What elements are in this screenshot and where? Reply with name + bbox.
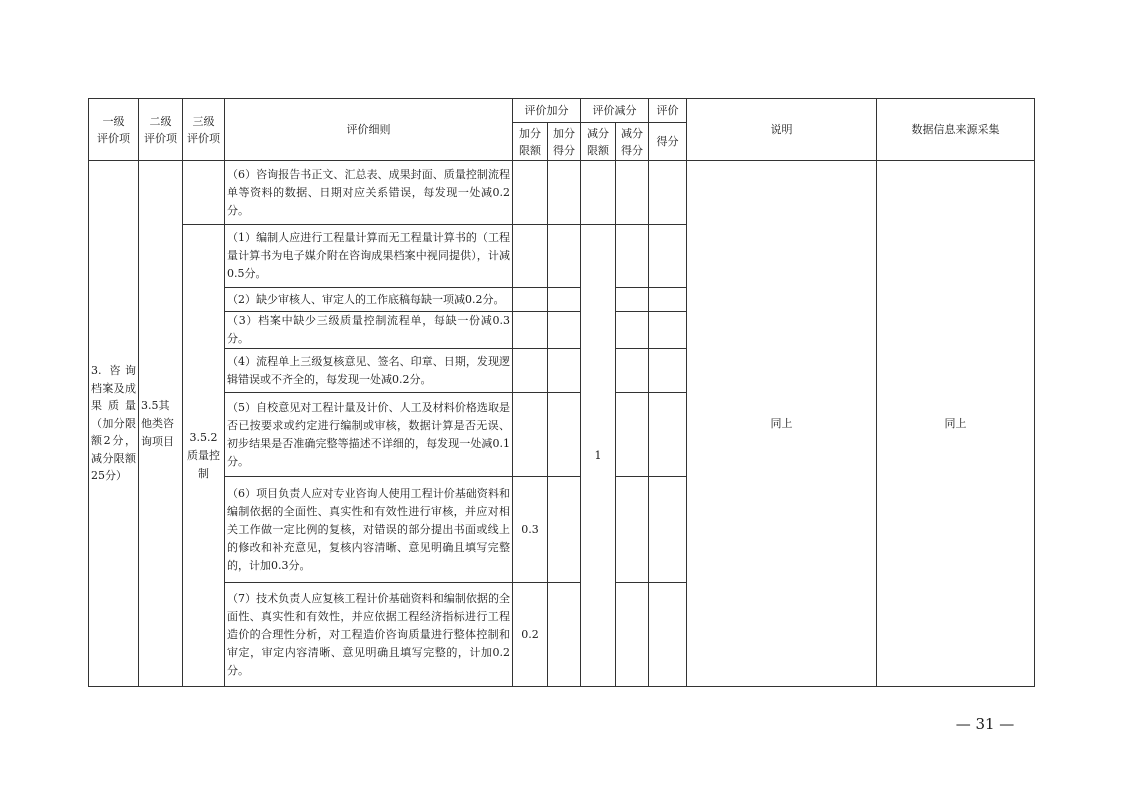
level3-cell: 3.5.2质量控制 xyxy=(183,225,225,687)
detail-cell: （3）档案中缺少三级质量控制流程单，每缺一份减0.3分。 xyxy=(225,312,513,349)
header-level1: 一级 评价项 xyxy=(89,99,139,161)
sub-score-cell xyxy=(616,288,649,312)
header-sub-score: 减分 得分 xyxy=(616,123,649,161)
detail-cell: （6）项目负责人应对专业咨询人使用工程计价基础资料和编制依据的全面性、真实性和有效性进行审核，并应对相关工作做一定比例的复核，对错误的部分提出书面或线上的修改和补充意见，复核内容清晰、意见明确且填写完整的，计加0.3分。 xyxy=(225,477,513,583)
header-sub-limit: 减分 限额 xyxy=(581,123,616,161)
sub-score-cell xyxy=(616,477,649,583)
add-limit-cell xyxy=(513,393,548,477)
level3-cell-empty xyxy=(183,161,225,225)
detail-cell: （6）咨询报告书正文、汇总表、成果封面、质量控制流程单等资料的数据、日期对应关系错误，每发现一处减0.2分。 xyxy=(225,161,513,225)
sub-score-cell xyxy=(616,225,649,288)
sub-score-cell xyxy=(616,349,649,393)
detail-cell: （1）编制人应进行工程量计算而无工程量计算书的（工程量计算书为电子媒介附在咨询成果档案中视同提供），计减0.5分。 xyxy=(225,225,513,288)
header-level3: 三级 评价项 xyxy=(183,99,225,161)
add-score-cell xyxy=(548,161,581,225)
add-limit-cell: 0.2 xyxy=(513,583,548,687)
add-limit-cell xyxy=(513,312,548,349)
source-cell: 同上 xyxy=(877,161,1035,687)
page-number: — 31 — xyxy=(955,715,1015,733)
header-note: 说明 xyxy=(687,99,877,161)
score-cell xyxy=(649,225,687,288)
score-cell xyxy=(649,477,687,583)
score-cell xyxy=(649,288,687,312)
add-score-cell xyxy=(548,393,581,477)
score-cell xyxy=(649,349,687,393)
detail-cell: （7）技术负责人应复核工程计价基础资料和编制依据的全面性、真实性和有效性，并应依据工程经济指标进行工程造价的合理性分析，对工程造价咨询质量进行整体控制和审定，审定内容清晰、意见明确且填写完整的，计加0.2分。 xyxy=(225,583,513,687)
add-score-cell xyxy=(548,225,581,288)
detail-cell: （4）流程单上三级复核意见、签名、印章、日期，发现逻辑错误或不齐全的，每发现一处减0.2分。 xyxy=(225,349,513,393)
score-cell xyxy=(649,312,687,349)
add-limit-cell xyxy=(513,288,548,312)
add-score-cell xyxy=(548,312,581,349)
header-add-score: 加分 得分 xyxy=(548,123,581,161)
header-add-group: 评价加分 xyxy=(513,99,581,123)
sub-score-cell xyxy=(616,583,649,687)
add-limit-cell xyxy=(513,225,548,288)
note-cell: 同上 xyxy=(687,161,877,687)
header-level2: 二级 评价项 xyxy=(139,99,183,161)
sub-limit-cell-empty xyxy=(581,161,616,225)
level2-cell: 3.5其他类咨询项目 xyxy=(139,161,183,687)
header-sub-group: 评价减分 xyxy=(581,99,649,123)
sub-limit-cell: 1 xyxy=(581,225,616,687)
add-limit-cell xyxy=(513,161,548,225)
add-score-cell xyxy=(548,288,581,312)
score-cell xyxy=(649,583,687,687)
header-detail: 评价细则 xyxy=(225,99,513,161)
detail-cell: （2）缺少审核人、审定人的工作底稿每缺一项减0.2分。 xyxy=(225,288,513,312)
score-cell xyxy=(649,161,687,225)
add-score-cell xyxy=(548,349,581,393)
header-score: 得分 xyxy=(649,123,687,161)
sub-score-cell xyxy=(616,393,649,477)
add-limit-cell: 0.3 xyxy=(513,477,548,583)
level1-cell: 3. 咨询档案及成果质量（加分限额2分，减分限额25分） xyxy=(89,161,139,687)
add-score-cell xyxy=(548,583,581,687)
detail-cell: （5）自校意见对工程计量及计价、人工及材料价格选取是否已按要求或约定进行编制或审核，数据计算是否无误、初步结果是否准确完整等描述不详细的，每发现一处减0.1分。 xyxy=(225,393,513,477)
sub-score-cell xyxy=(616,312,649,349)
add-score-cell xyxy=(548,477,581,583)
header-source: 数据信息来源采集 xyxy=(877,99,1035,161)
header-row-1 xyxy=(89,99,1035,123)
add-limit-cell xyxy=(513,349,548,393)
header-add-limit: 加分 限额 xyxy=(513,123,548,161)
table-row xyxy=(89,161,1035,225)
evaluation-table xyxy=(88,98,1035,687)
sub-score-cell xyxy=(616,161,649,225)
header-score-group: 评价 xyxy=(649,99,687,123)
score-cell xyxy=(649,393,687,477)
